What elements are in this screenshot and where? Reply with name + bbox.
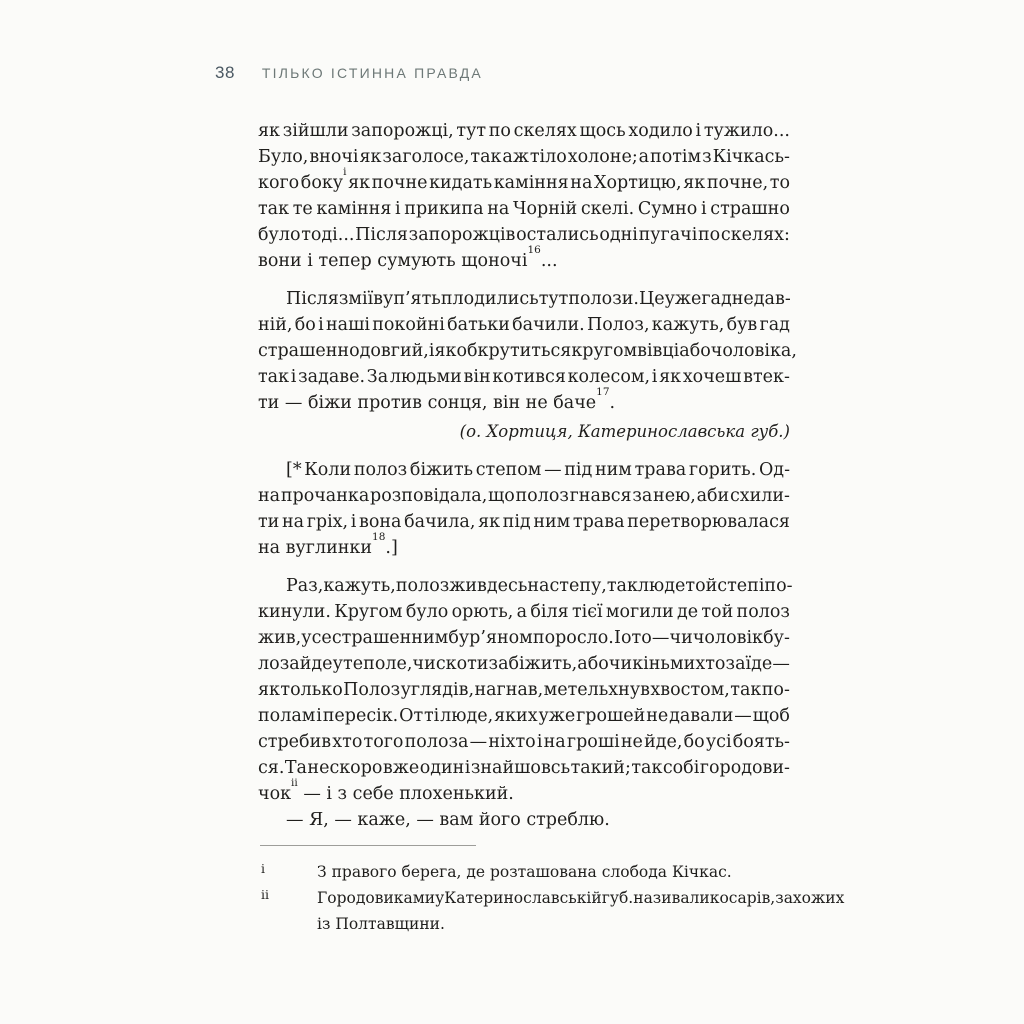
word: трава: [634, 460, 687, 480]
word: Це: [638, 289, 665, 309]
word: під: [564, 460, 593, 480]
word: кіньми: [632, 654, 696, 674]
word: втек-: [743, 367, 790, 387]
footnotes-section: [258, 845, 845, 937]
footnote-list: [258, 859, 845, 937]
word: хто: [332, 732, 363, 752]
word: так: [730, 680, 762, 700]
word: усі: [705, 732, 732, 752]
word: скоти: [435, 654, 489, 674]
text-line: [258, 599, 790, 625]
text-line: [258, 703, 790, 729]
word: —: [651, 628, 670, 648]
word: люде: [637, 576, 686, 596]
word: —: [469, 732, 488, 752]
word: на: [570, 173, 593, 193]
word: поле,: [363, 654, 413, 674]
word: губ.: [601, 889, 634, 907]
word: чи: [669, 628, 693, 648]
word: і: [316, 706, 322, 726]
word: кидать: [429, 173, 493, 193]
word: усе: [301, 628, 332, 648]
word: аби: [696, 486, 730, 506]
word: —: [544, 460, 562, 480]
word: полози.: [568, 289, 639, 309]
word: зійшли: [282, 121, 349, 141]
word: Кічкась-: [712, 147, 790, 167]
word: на: [258, 486, 281, 506]
footnote-reference: 17: [596, 386, 610, 399]
word: як: [434, 341, 457, 361]
word: на: [527, 576, 550, 596]
word: захожих: [775, 889, 845, 907]
word: ло: [258, 654, 280, 674]
word: кого: [258, 173, 300, 193]
word: Після: [355, 225, 408, 245]
paragraph: [258, 118, 790, 274]
word: бу-: [763, 628, 790, 648]
word: того: [363, 732, 404, 752]
word: хочеш: [682, 367, 742, 387]
text-line: [258, 573, 793, 599]
word: ті: [424, 706, 440, 726]
text-line: [258, 338, 797, 364]
word: тіло: [529, 147, 567, 167]
word: кажуть,: [651, 315, 725, 335]
word: пугачі: [638, 225, 698, 245]
word: або: [679, 341, 711, 361]
word: холоне;: [567, 147, 638, 167]
word: кругом: [571, 341, 638, 361]
word: Раз,: [286, 576, 324, 596]
word: тієї: [571, 602, 603, 622]
word: запорожці,: [351, 121, 454, 141]
text-line: [258, 144, 790, 170]
word: От: [399, 706, 424, 726]
paragraph: [258, 286, 797, 416]
word: було: [258, 225, 301, 245]
word: Сумно: [637, 199, 698, 219]
text-line: [258, 312, 790, 338]
word: люде,: [440, 706, 494, 726]
word: почне,: [706, 173, 769, 193]
word: хто: [695, 654, 726, 674]
word: як: [683, 173, 706, 193]
word: заголосе,: [382, 147, 470, 167]
word: кинули.: [258, 602, 331, 622]
word: було: [405, 602, 449, 622]
word: углядів,: [400, 680, 475, 700]
word: один: [419, 758, 465, 778]
word: ся.: [258, 758, 285, 778]
word: скелях: [513, 121, 577, 141]
word: десь: [486, 576, 528, 596]
word: не: [646, 706, 669, 726]
word: ходило: [628, 121, 693, 141]
word: тужило...: [703, 121, 790, 141]
word: кажуть,: [323, 576, 396, 596]
text-line: чок$^{ii}$ — і з себе плохенький.: [258, 777, 514, 804]
word: за: [632, 486, 653, 506]
word: такий;: [570, 758, 631, 778]
word: Чорній: [512, 199, 578, 219]
word: по: [488, 121, 511, 141]
word: городови-: [699, 758, 790, 778]
word: вівці: [637, 341, 680, 361]
text-block: [258, 118, 797, 833]
word: поросло.: [532, 628, 614, 648]
word: і: [651, 367, 658, 387]
word: только: [280, 680, 343, 700]
word: плодились: [440, 289, 539, 309]
word: гад: [759, 315, 790, 335]
word: і: [536, 732, 543, 752]
word: де: [676, 602, 699, 622]
word: знайшовсь: [470, 758, 571, 778]
text-line: на вуглинки$^{18}$.]: [258, 531, 398, 558]
word: по: [698, 225, 721, 245]
word: бо: [294, 315, 316, 335]
word: бачила,: [404, 512, 476, 532]
word: тоді...: [301, 225, 355, 245]
word: так: [470, 147, 502, 167]
word: гнався: [569, 486, 632, 506]
word: він: [463, 367, 491, 387]
word: у: [332, 654, 343, 674]
word: обкрутиться: [456, 341, 572, 361]
word: нею,: [653, 486, 696, 506]
word: аж: [502, 147, 529, 167]
word: або: [577, 654, 609, 674]
paragraph: [258, 573, 793, 807]
text-line: [258, 457, 790, 483]
word: чи: [608, 654, 633, 674]
word: у: [435, 889, 445, 907]
word: уже: [538, 706, 576, 726]
word: боку$^i$: [300, 166, 347, 193]
word: і: [464, 758, 471, 778]
word: почне: [371, 173, 428, 193]
word: ним: [594, 460, 632, 480]
word: уп’ять: [383, 289, 441, 309]
word: горить.: [688, 460, 757, 480]
word: недав-: [731, 289, 791, 309]
word: —: [734, 706, 752, 726]
word: то: [769, 173, 790, 193]
text-line: [258, 166, 790, 196]
word: і: [758, 576, 765, 596]
word: щось: [579, 121, 626, 141]
word: бачили.: [512, 315, 585, 335]
word: колесом,: [567, 367, 651, 387]
word: тут: [538, 289, 569, 309]
word: прочанка: [280, 486, 370, 506]
footnote-reference: 18: [372, 531, 386, 544]
word: вона: [358, 512, 402, 532]
word: вночі: [309, 147, 359, 167]
word: страшенно: [258, 341, 360, 361]
word: За: [366, 367, 389, 387]
word: метельхнув: [543, 680, 650, 700]
word: каміння: [493, 173, 569, 193]
word: Було,: [258, 147, 309, 167]
word: нескоро: [307, 758, 383, 778]
attribution: [258, 419, 790, 445]
word: як: [478, 512, 501, 532]
word: наші: [325, 315, 370, 335]
word: Та: [284, 758, 307, 778]
word: тут: [456, 121, 487, 141]
word: на: [281, 512, 305, 532]
text-line: [258, 118, 790, 144]
word: так: [258, 367, 290, 387]
text-line: (о. Хортиця, Катеринославська губ.): [459, 422, 790, 441]
footnote-reference: i: [343, 166, 347, 179]
word: як: [359, 147, 382, 167]
word: ніхто: [488, 732, 536, 752]
page-number: 38: [215, 63, 235, 82]
word: пересік.: [322, 706, 399, 726]
word: степ: [717, 576, 759, 596]
word: скелі.: [580, 199, 635, 219]
word: той: [685, 576, 718, 596]
text-line: [258, 625, 790, 651]
word: як: [258, 680, 280, 700]
word: схили-: [729, 486, 790, 506]
footnote-marker: ii: [261, 887, 269, 902]
footnote-item: [258, 859, 790, 885]
word: біжить: [409, 460, 474, 480]
word: зміїв: [338, 289, 384, 309]
word: з: [702, 147, 712, 167]
word: на: [487, 199, 510, 219]
word: трава: [572, 512, 625, 532]
page-header: [215, 63, 483, 83]
text-line: [258, 755, 790, 781]
word: орють,: [451, 602, 514, 622]
word: жив: [449, 576, 487, 596]
text-line: [258, 196, 790, 222]
word: щоб: [752, 706, 790, 726]
word: і: [318, 315, 324, 335]
word: і: [290, 367, 297, 387]
word: і: [701, 199, 707, 219]
word: —: [772, 654, 790, 674]
footnote-reference: ii: [291, 777, 298, 790]
word: ній,: [258, 315, 293, 335]
word: собі: [662, 758, 700, 778]
word: забіжить,: [488, 654, 578, 674]
word: як: [258, 121, 280, 141]
word: і: [695, 121, 702, 141]
word: і: [428, 341, 435, 361]
word: був: [726, 315, 758, 335]
word: те: [292, 199, 313, 219]
text-line: [258, 651, 790, 677]
word: страшенним: [331, 628, 449, 648]
word: Катеринославській: [444, 889, 602, 907]
text-line: — Я, — каже, — вам його стреблю.: [286, 810, 610, 830]
text-line: [258, 677, 790, 703]
word: уже: [664, 289, 702, 309]
word: заїде: [725, 654, 773, 674]
text-line: [317, 885, 845, 911]
word: так: [258, 199, 290, 219]
word: остались: [516, 225, 599, 245]
text-line: [258, 729, 790, 755]
text-line: [258, 364, 790, 390]
word: покойні: [372, 315, 445, 335]
word: той: [701, 602, 734, 622]
word: чоловік: [692, 628, 763, 648]
word: полоз: [515, 486, 569, 506]
footnote-reference: 16: [527, 244, 541, 257]
word: полоз: [736, 602, 790, 622]
word: нагнав,: [474, 680, 544, 700]
footnote-divider: [260, 845, 476, 846]
word: хвостом,: [650, 680, 730, 700]
paragraph: [258, 457, 790, 561]
word: розповідала,: [370, 486, 488, 506]
word: під: [502, 512, 531, 532]
word: Після: [286, 289, 339, 309]
word: як: [659, 367, 682, 387]
word: гроші: [566, 732, 620, 752]
word: йде,: [644, 732, 683, 752]
word: жив,: [258, 628, 302, 648]
word: гріх,: [306, 512, 349, 532]
text-line: З правого берега, де розташована слобода Кічкас.: [317, 863, 732, 881]
word: боять-: [732, 732, 790, 752]
word: могили: [605, 602, 674, 622]
word: те: [343, 654, 364, 674]
word: по-: [764, 576, 793, 596]
word: по-: [761, 680, 790, 700]
word: людьми: [389, 367, 462, 387]
word: котився: [492, 367, 566, 387]
word: зайде: [279, 654, 333, 674]
word: і: [350, 512, 357, 532]
word: як: [348, 173, 371, 193]
word: не: [620, 732, 643, 752]
word: що: [487, 486, 515, 506]
word: на: [543, 732, 566, 752]
word: так: [631, 758, 663, 778]
word: грошей: [576, 706, 646, 726]
word: каміння: [316, 199, 392, 219]
word: скелях:: [720, 225, 790, 245]
word: Коли: [304, 460, 352, 480]
word: степу,: [549, 576, 607, 596]
word: називали: [633, 889, 710, 907]
text-line: [258, 222, 790, 248]
word: страшно: [710, 199, 790, 219]
word: а: [516, 602, 528, 622]
text-line: із Полтавщини.: [317, 915, 445, 933]
running-header: ТІЛЬКО ІСТИННА ПРАВДА: [261, 65, 483, 81]
word: бур’яном: [448, 628, 533, 648]
word: І: [613, 628, 621, 648]
footnote-item: [258, 885, 845, 937]
word: а: [638, 147, 650, 167]
word: задаве.: [298, 367, 366, 387]
dialogue-paragraph: [258, 807, 790, 833]
word: Полоз: [343, 680, 401, 700]
word: вже: [382, 758, 420, 778]
word: чоловіка,: [710, 341, 797, 361]
word: так: [606, 576, 638, 596]
word: біля: [530, 602, 569, 622]
word: гад: [701, 289, 732, 309]
text-line: вони і тепер сумують щоночі$^{16}$...: [258, 244, 558, 271]
word: Од-: [758, 460, 790, 480]
word: ним: [533, 512, 571, 532]
word: одні: [599, 225, 638, 245]
word: Хортицю,: [594, 173, 682, 193]
word: прикипа: [404, 199, 484, 219]
word: чи: [412, 654, 436, 674]
word: ото: [621, 628, 652, 648]
word: ти: [258, 512, 280, 532]
word: Кругом: [334, 602, 403, 622]
word: [*: [286, 460, 302, 480]
word: батьки: [447, 315, 510, 335]
text-line: ти — біжи против сонця, він не баче$^{17}$.: [258, 386, 616, 413]
word: полоза: [404, 732, 469, 752]
word: косарів,: [709, 889, 776, 907]
word: полоз: [395, 576, 450, 596]
word: перетворювалася: [627, 512, 790, 532]
word: полоз: [353, 460, 408, 480]
word: степом: [475, 460, 542, 480]
footnote-marker: i: [261, 861, 265, 876]
text-line: [258, 509, 790, 535]
word: запорожців: [408, 225, 516, 245]
word: полам: [258, 706, 316, 726]
word: стребив: [258, 732, 332, 752]
word: довгий,: [359, 341, 429, 361]
word: і: [395, 199, 401, 219]
word: Полоз,: [586, 315, 650, 335]
word: Городовиками: [317, 889, 436, 907]
word: давали: [669, 706, 734, 726]
text-line: [258, 483, 790, 509]
word: яких: [494, 706, 538, 726]
word: бо: [683, 732, 705, 752]
word: потім: [650, 147, 702, 167]
text-line: [258, 286, 790, 312]
